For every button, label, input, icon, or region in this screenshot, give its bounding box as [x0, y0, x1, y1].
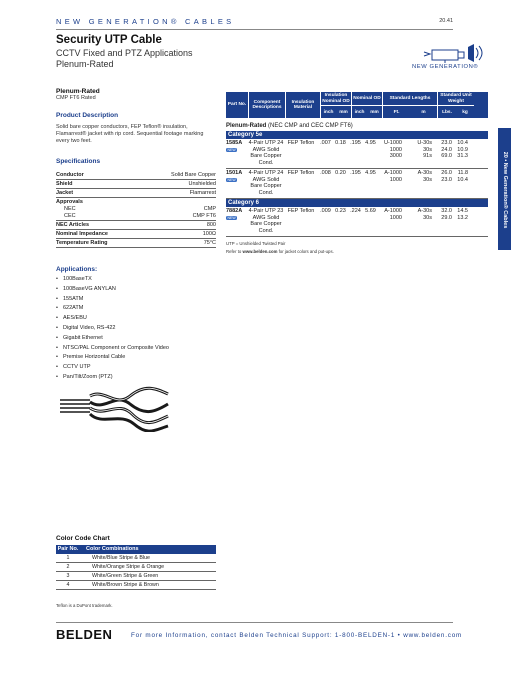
- length-ft-value: 1000: [389, 146, 402, 153]
- weight-lbs-value: 29.0: [441, 214, 452, 221]
- part-number: 1501A: [226, 170, 243, 176]
- insulation-od-inch: .007: [320, 140, 331, 146]
- header-insulation-od: Insulation Nominal OD: [321, 92, 351, 106]
- subtitle-line-2: Plenum-Rated: [56, 59, 114, 69]
- spec-row-impedance: [56, 230, 216, 239]
- nominal-od-mm: 5.69: [365, 208, 376, 214]
- length-ft-value: A-1000: [384, 208, 402, 214]
- list-item: • Pan/Tilt/Zoom (PTZ): [56, 373, 216, 383]
- spec-key: Shield: [56, 181, 73, 187]
- part-number: 7882A: [226, 208, 243, 214]
- length-ft: [378, 208, 402, 234]
- component-description: 4-Pair UTP 24 AWG Solid Bare Copper Cond.: [248, 140, 284, 166]
- header-unit-weight-group: [438, 92, 474, 118]
- length-m-value: 30s: [423, 176, 432, 183]
- weight-lbs-value: 26.0: [441, 170, 452, 176]
- header-nominal-od: Nominal OD: [352, 92, 382, 106]
- length-m: [402, 140, 432, 166]
- new-badge: NEW: [227, 147, 236, 152]
- table-row: [56, 572, 216, 581]
- list-item: • Gigabit Ethernet: [56, 334, 216, 344]
- pair-number: 2: [66, 564, 70, 570]
- spec-value: Unshielded: [188, 181, 216, 187]
- spec-key: Nominal Impedance: [56, 231, 108, 237]
- side-tab-label: 20 • New Generation® Cables: [502, 151, 508, 229]
- footer-contact: For more Information, contact Belden Technical Support: 1-800-BELDEN-1 • www.belden.com: [131, 632, 463, 639]
- spec-value: 100Ω: [202, 231, 216, 237]
- approval-key: CEC: [64, 212, 76, 219]
- insulation-od-mm: 0.18: [335, 140, 346, 146]
- length-ft: [378, 170, 402, 196]
- length-m-value: 30s: [423, 146, 432, 153]
- list-item: • 155ATM: [56, 295, 216, 305]
- weight-lbs: [432, 170, 452, 196]
- product-description-heading: Product Description: [56, 112, 119, 119]
- new-badge: NEW: [227, 215, 236, 220]
- pair-number: 1: [66, 555, 70, 561]
- insulation-material: FEP Teflon: [287, 208, 315, 214]
- weight-kg-value: 10.4: [457, 140, 468, 146]
- spec-key: Jacket: [56, 190, 74, 196]
- insulation-od-inch: .009: [320, 208, 331, 214]
- insulation-od-mm: 0.20: [335, 170, 346, 176]
- color-code-title: Color Code Chart: [56, 535, 110, 542]
- length-m-value: A-30s: [417, 208, 432, 214]
- color-combination: White/Blue Stripe & Blue: [92, 555, 150, 561]
- length-m-value: 30s: [423, 214, 432, 221]
- table-row: [226, 139, 488, 169]
- table-header: [226, 92, 488, 118]
- rating-block: [56, 88, 216, 102]
- nominal-od-mm: 4.95: [365, 140, 376, 146]
- list-item: • 622ATM: [56, 304, 216, 314]
- header-pair-no: Pair No.: [57, 546, 79, 552]
- color-combination: White/Orange Stripe & Orange: [92, 564, 165, 570]
- length-m-value: 91s: [423, 153, 432, 159]
- color-combination: White/Brown Stripe & Brown: [92, 582, 159, 588]
- length-ft-value: U-1000: [383, 140, 402, 146]
- weight-kg: [452, 140, 468, 166]
- unit-m: m: [421, 109, 426, 115]
- weight-lbs-value: 23.0: [441, 140, 452, 146]
- weight-lbs: [432, 140, 452, 166]
- plenum-rated-label: Plenum-Rated: [226, 123, 267, 129]
- approvals-block: [56, 198, 216, 221]
- weight-kg: [452, 208, 468, 234]
- header-nominal-od-group: [352, 92, 383, 118]
- length-m: [402, 170, 432, 196]
- approval-cec: [56, 213, 216, 220]
- rating-title: Plenum-Rated: [56, 88, 100, 95]
- applications-section: [56, 266, 216, 383]
- nominal-od-inch: .195: [350, 170, 361, 176]
- weight-lbs-value: 69.0: [441, 153, 452, 159]
- product-table: [226, 92, 488, 254]
- spec-key: NEC Articles: [56, 222, 90, 228]
- plenum-rated-note: (NEC CMP and CEC CMP FT6): [268, 123, 353, 129]
- list-item: • Digital Video, RS-422: [56, 324, 216, 334]
- header-unit-weight: Standard Unit Weight: [438, 92, 474, 106]
- insulation-od-inch: .008: [320, 170, 331, 176]
- refer-note-pre: Refer to: [226, 249, 243, 254]
- length-m-value: U-30s: [417, 140, 432, 146]
- insulation-material: FEP Teflon: [287, 170, 315, 176]
- approval-value: CMP: [203, 206, 216, 212]
- approval-key: NEC: [64, 206, 76, 212]
- category-header: Category 6: [226, 199, 488, 207]
- weight-kg-value: 10.9: [457, 146, 468, 153]
- header-brand: NEW GENERATION® CABLES: [56, 17, 235, 26]
- spec-value: 800: [206, 222, 216, 228]
- list-item: • Premise Horizontal Cable: [56, 353, 216, 363]
- spec-row-conductor: [56, 171, 216, 180]
- page-title: Security UTP Cable: [56, 34, 162, 46]
- pair-number: 3: [66, 573, 70, 579]
- header-part-no: Part No.: [226, 92, 249, 118]
- spec-row-shield: [56, 180, 216, 189]
- color-code-table: [56, 545, 216, 590]
- product-description-section: [56, 112, 216, 145]
- length-m: [402, 208, 432, 234]
- product-description-text: Solid bare copper conductors, FEP Teflon® insulation, Flamarrest® jacket with rip cord. Sequential footage marking every two feet.: [56, 124, 204, 144]
- weight-kg: [452, 170, 468, 196]
- weight-kg-value: 10.4: [457, 176, 468, 183]
- cable-illustration: [60, 382, 170, 432]
- table-row: [56, 563, 216, 572]
- length-ft: [378, 140, 402, 166]
- page-subtitle: [56, 48, 193, 70]
- unit-ft: Ft.: [393, 109, 400, 115]
- cctv-camera-icon: [412, 42, 492, 64]
- length-m-value: A-30s: [417, 170, 432, 176]
- refer-note-post: for jacket colors and put-ups.: [277, 249, 334, 254]
- plenum-rated-line: [226, 122, 488, 131]
- table-row: [56, 554, 216, 563]
- weight-lbs-value: 23.0: [441, 176, 452, 183]
- header-component-descriptions: Component Descriptions: [249, 92, 286, 118]
- spec-key: Temperature Rating: [56, 240, 108, 246]
- spec-key: Conductor: [56, 172, 84, 178]
- unit-inch: inch: [323, 109, 334, 115]
- header-color-combinations: Color Combinations: [86, 546, 139, 552]
- subtitle-line-1: CCTV Fixed and PTZ Applications: [56, 48, 193, 58]
- table-row: [226, 207, 488, 237]
- applications-heading: Applications:: [56, 266, 98, 273]
- pair-number: 4: [66, 582, 70, 588]
- approval-value: CMP FT6: [192, 212, 216, 219]
- header-standard-lengths-group: [383, 92, 438, 118]
- weight-kg-value: 11.8: [457, 170, 468, 176]
- weight-lbs-value: 24.0: [441, 146, 452, 153]
- unit-mm: mm: [370, 109, 379, 115]
- table-row: [226, 169, 488, 199]
- insulation-material: FEP Teflon: [287, 140, 315, 146]
- specifications-section: [56, 158, 216, 248]
- unit-kg: kg: [462, 109, 468, 115]
- insulation-od-mm: 0.23: [335, 208, 346, 214]
- unit-inch: inch: [354, 109, 365, 115]
- part-number: 1585A: [226, 140, 243, 146]
- utp-note: UTP = Unshielded Twisted Pair: [226, 241, 286, 246]
- list-item: • 100BaseTX: [56, 275, 216, 285]
- rating-sub: CMP FT6 Rated: [56, 95, 96, 101]
- component-description: 4-Pair UTP 24 AWG Solid Bare Copper Cond.: [248, 170, 284, 196]
- list-item: • AES/EBU: [56, 314, 216, 324]
- list-item: • NTSC/PAL Component or Composite Video: [56, 344, 216, 354]
- refer-note: [226, 249, 488, 254]
- header-divider: [56, 29, 453, 30]
- footer-divider: [56, 622, 453, 623]
- approvals-label: Approvals: [56, 199, 83, 205]
- weight-lbs: [432, 208, 452, 234]
- length-ft-value: 1000: [389, 214, 402, 221]
- component-description: 4-Pair UTP 23 AWG Solid Bare Copper Cond.: [248, 208, 284, 234]
- header-standard-lengths: Standard Lengths: [383, 92, 437, 106]
- length-ft-value: 1000: [389, 176, 402, 183]
- new-generation-logo: [412, 42, 492, 74]
- new-badge: NEW: [227, 177, 236, 182]
- unit-mm: mm: [339, 109, 348, 115]
- trademark-note: Teflon is a DuPont trademark.: [56, 603, 113, 608]
- section-side-tab: [498, 128, 511, 250]
- color-code-header: [56, 545, 216, 554]
- nominal-od-inch: .195: [350, 140, 361, 146]
- belden-link[interactable]: www.belden.com: [242, 249, 278, 254]
- spec-row-jacket: [56, 189, 216, 198]
- spec-value: Flamarrest: [189, 190, 216, 196]
- logo-text: NEW GENERATION®: [412, 64, 479, 70]
- list-item: • CCTV UTP: [56, 363, 216, 373]
- spec-value: 75°C: [203, 240, 216, 246]
- length-ft-value: 3000: [389, 153, 402, 159]
- color-combination: White/Green Stripe & Green: [92, 573, 159, 579]
- page-number: 20.41: [439, 18, 453, 24]
- list-item: • 100BaseVG ANYLAN: [56, 285, 216, 295]
- header-insulation-material: Insulation Material: [286, 92, 321, 118]
- applications-list: [56, 275, 216, 383]
- specifications-heading: Specifications: [56, 158, 101, 165]
- header-insulation-od-group: [321, 92, 352, 118]
- spec-row-nec-articles: [56, 221, 216, 230]
- belden-logo: BELDEN: [56, 627, 113, 642]
- category-header: Category 5e: [226, 131, 488, 139]
- weight-lbs-value: 32.0: [441, 208, 452, 214]
- weight-kg-value: 31.3: [457, 153, 468, 159]
- unit-lbs: Lbs.: [442, 109, 452, 115]
- nominal-od-mm: 4.95: [365, 170, 376, 176]
- weight-kg-value: 14.5: [457, 208, 468, 214]
- table-row: [56, 581, 216, 590]
- spec-value: Solid Bare Copper: [171, 172, 216, 178]
- nominal-od-inch: .224: [350, 208, 361, 214]
- spec-row-temperature: [56, 239, 216, 248]
- length-ft-value: A-1000: [384, 170, 402, 176]
- weight-kg-value: 13.2: [457, 214, 468, 221]
